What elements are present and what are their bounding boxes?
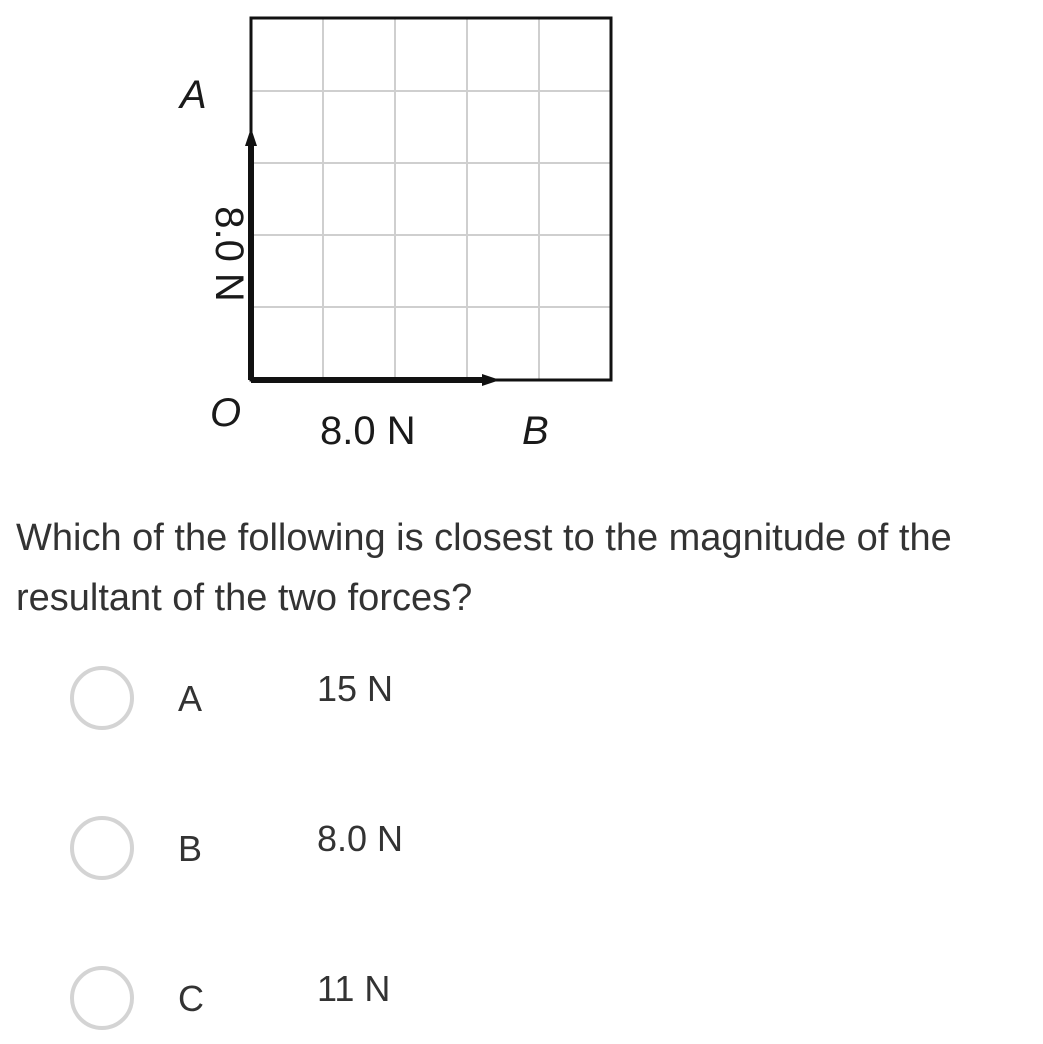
- horizontal-force-label: 8.0 N: [320, 409, 416, 453]
- label-o: O: [210, 391, 242, 435]
- option-letter: A: [178, 678, 203, 719]
- radio-button[interactable]: [70, 666, 134, 730]
- radio-button[interactable]: [70, 966, 134, 1030]
- horizontal-arrowhead: [482, 374, 500, 386]
- label-b: B: [522, 409, 549, 453]
- vertical-force-label: 8.0 N: [207, 206, 251, 302]
- option-text: 11 N: [317, 968, 391, 1009]
- option-letter: C: [178, 978, 204, 1019]
- option-c[interactable]: [70, 966, 670, 1038]
- force-diagram: [0, 0, 640, 460]
- vertical-arrowhead: [245, 128, 257, 146]
- question-text: Which of the following is closest to the magnitude of the resultant of the two forces?: [16, 517, 952, 619]
- grid-border: [251, 18, 611, 380]
- option-a[interactable]: [70, 666, 670, 738]
- option-text: 8.0 N: [317, 818, 404, 859]
- option-text: 15 N: [317, 668, 394, 709]
- option-b[interactable]: [70, 816, 670, 888]
- label-a: A: [180, 73, 207, 117]
- grid: [251, 18, 611, 380]
- radio-button[interactable]: [70, 816, 134, 880]
- option-letter: B: [178, 828, 203, 869]
